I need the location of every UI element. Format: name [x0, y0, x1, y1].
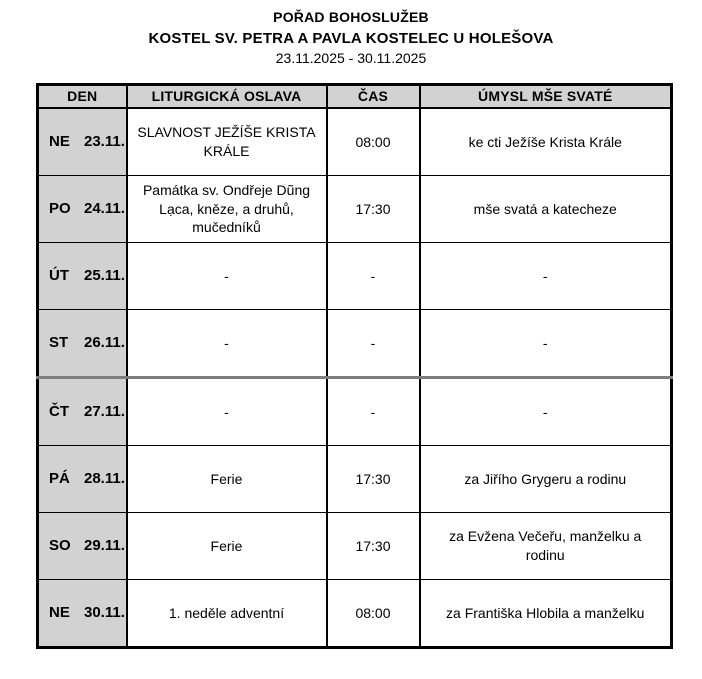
- celebration-cell: -: [127, 243, 327, 310]
- celebration-cell: -: [127, 310, 327, 378]
- schedule-table: [36, 83, 673, 649]
- day-date: 23.11.: [84, 132, 125, 150]
- table-row: [38, 108, 672, 176]
- intention-cell: -: [420, 378, 672, 446]
- day-date: 25.11.: [84, 266, 125, 284]
- celebration-cell: Památka sv. Ondřeje Dũng Lạca, kněze, a druhů, mučedníků: [127, 176, 327, 243]
- day-abbrev: NE: [49, 132, 70, 150]
- column-header-den: DEN: [38, 85, 127, 109]
- time-cell: 17:30: [327, 176, 420, 243]
- day-date: 29.11.: [84, 536, 125, 554]
- day-abbrev: PO: [49, 199, 71, 217]
- column-header-umysl: ÚMYSL MŠE SVATÉ: [420, 85, 672, 109]
- day-cell: [38, 378, 127, 446]
- table-header-row: [38, 85, 672, 109]
- day-abbrev: NE: [49, 603, 70, 621]
- intention-cell: -: [420, 243, 672, 310]
- day-cell: [38, 310, 127, 378]
- intention-cell: za Jiřího Grygeru a rodinu: [420, 446, 672, 513]
- day-cell: [38, 176, 127, 243]
- time-cell: 08:00: [327, 580, 420, 648]
- day-cell: [38, 243, 127, 310]
- day-abbrev: ÚT: [49, 266, 69, 284]
- day-date: 24.11.: [84, 199, 125, 217]
- intention-cell: mše svatá a katecheze: [420, 176, 672, 243]
- celebration-cell: -: [127, 378, 327, 446]
- day-abbrev: PÁ: [49, 469, 70, 487]
- date-range: 23.11.2025 - 30.11.2025: [275, 50, 427, 67]
- time-cell: 08:00: [327, 108, 420, 176]
- celebration-cell: Ferie: [127, 513, 327, 580]
- time-cell: -: [327, 378, 420, 446]
- column-header-cas: ČAS: [327, 85, 420, 109]
- page-title: POŘAD BOHOSLUŽEB: [273, 9, 429, 25]
- day-date: 30.11.: [84, 603, 125, 621]
- table-row: [38, 243, 672, 310]
- day-cell: [38, 446, 127, 513]
- column-header-liturgicka-oslava: LITURGICKÁ OSLAVA: [127, 85, 327, 109]
- celebration-cell: SLAVNOST JEŽÍŠE KRISTA KRÁLE: [127, 108, 327, 176]
- time-cell: -: [327, 243, 420, 310]
- celebration-cell: Ferie: [127, 446, 327, 513]
- table-row: [38, 310, 672, 378]
- time-cell: 17:30: [327, 446, 420, 513]
- table-row: [38, 176, 672, 243]
- day-cell: [38, 513, 127, 580]
- day-cell: [38, 580, 127, 648]
- intention-cell: za Evžena Večeřu, manželku a rodinu: [420, 513, 672, 580]
- celebration-cell: 1. neděle adventní: [127, 580, 327, 648]
- intention-cell: ke cti Ježíše Krista Krále: [420, 108, 672, 176]
- day-abbrev: SO: [49, 536, 71, 554]
- church-name: KOSTEL SV. PETRA A PAVLA KOSTELEC U HOLEŠOVA: [148, 29, 554, 47]
- time-cell: 17:30: [327, 513, 420, 580]
- document-header: [0, 0, 702, 69]
- day-abbrev: ST: [49, 333, 69, 351]
- day-date: 28.11.: [84, 469, 125, 487]
- time-cell: -: [327, 310, 420, 378]
- day-date: 26.11.: [84, 333, 125, 351]
- intention-cell: za Františka Hlobila a manželku: [420, 580, 672, 648]
- day-cell: [38, 108, 127, 176]
- table-row: [38, 580, 672, 648]
- table-row: [38, 446, 672, 513]
- intention-cell: -: [420, 310, 672, 378]
- day-date: 27.11.: [84, 402, 125, 420]
- table-row: [38, 378, 672, 446]
- table-row: [38, 513, 672, 580]
- day-abbrev: ČT: [49, 402, 69, 420]
